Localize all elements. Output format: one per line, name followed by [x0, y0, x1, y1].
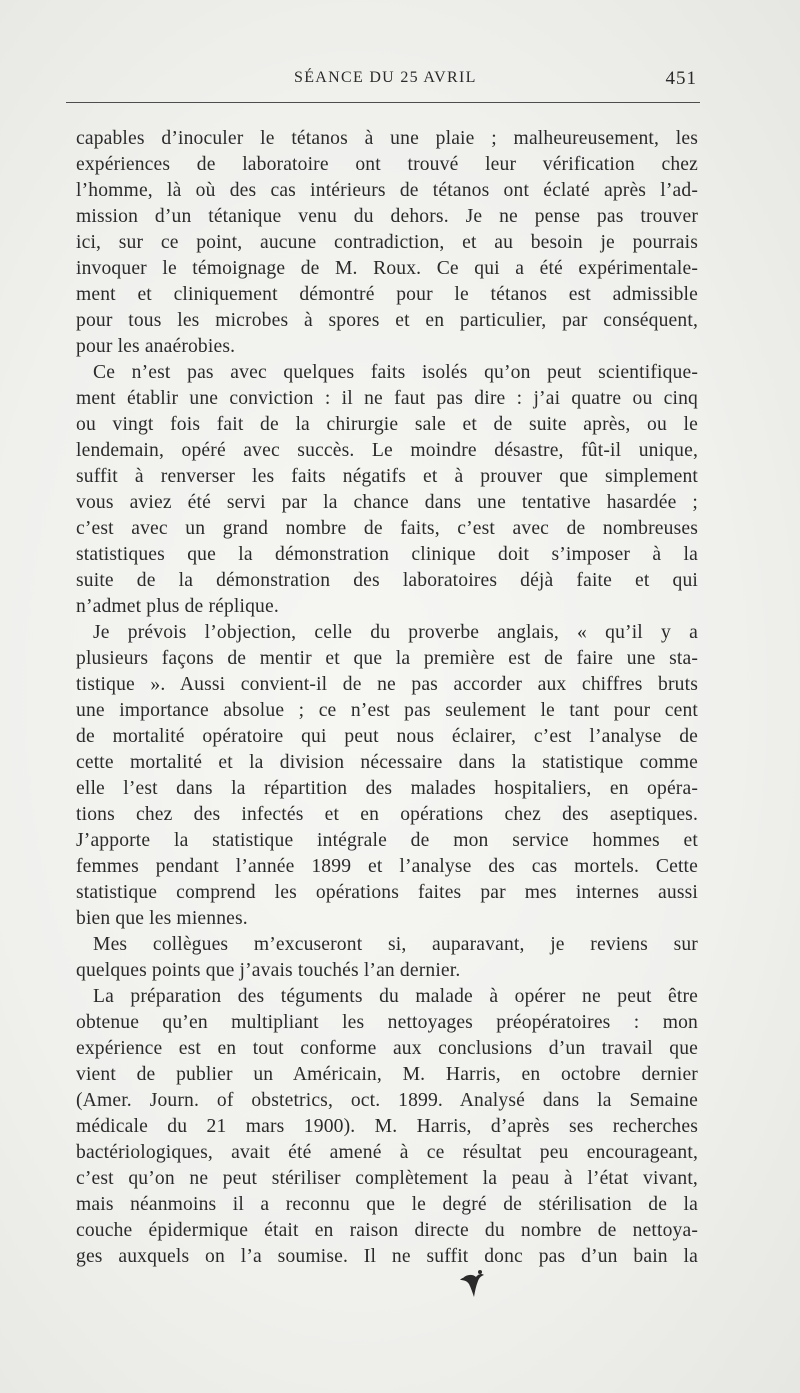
- text-line: ici, sur ce point, aucune contradiction, et au besoin je pourrais: [76, 232, 698, 253]
- text-line: cette mortalité et la division nécessaire dans la statistique comme: [76, 752, 698, 773]
- text-line: Je prévois l’objection, celle du proverbe anglais, « qu’il y a: [93, 622, 698, 643]
- text-line: statistique comprend les opérations faites par mes internes aussi: [76, 882, 698, 903]
- text-line: expériences de laboratoire ont trouvé leur vérification chez: [76, 154, 698, 175]
- text-line: couche épidermique était en raison directe du nombre de nettoya-: [76, 1220, 698, 1241]
- page-number: 451: [665, 68, 697, 89]
- text-line: invoquer le témoignage de M. Roux. Ce qui a été expérimentale-: [76, 258, 698, 279]
- text-line: mission d’un tétanique venu du dehors. Je ne pense pas trouver: [76, 206, 698, 227]
- header-rule: [66, 102, 700, 103]
- text-line: statistiques que la démonstration clinique doit s’imposer à la: [76, 544, 698, 565]
- text-line: ment et cliniquement démontré pour le tétanos est admissible: [76, 284, 698, 305]
- text-line: médicale du 21 mars 1900). M. Harris, d’après ses recherches: [76, 1116, 698, 1137]
- running-head: [0, 69, 800, 99]
- text-line: c’est qu’on ne peut stériliser complètement la peau à l’état vivant,: [76, 1168, 698, 1189]
- text-line: Ce n’est pas avec quelques faits isolés qu’on peut scientifique-: [93, 362, 698, 383]
- text-line: La préparation des téguments du malade à opérer ne peut être: [93, 986, 698, 1007]
- text-line: obtenue qu’en multipliant les nettoyages préopératoires : mon: [76, 1012, 698, 1033]
- text-line: suffit à renverser les faits négatifs et à prouver que simplement: [76, 466, 698, 487]
- text-line: de mortalité opératoire qui peut nous éclairer, c’est l’analyse de: [76, 726, 698, 747]
- text-line: capables d’inoculer le tétanos à une plaie ; malheureusement, les: [76, 128, 698, 149]
- text-line: femmes pendant l’année 1899 et l’analyse des cas mortels. Cette: [76, 856, 698, 877]
- text-line: bien que les miennes.: [76, 908, 248, 929]
- text-line: pour les anaérobies.: [76, 336, 236, 357]
- text-line: c’est avec un grand nombre de faits, c’est avec de nombreuses: [76, 518, 698, 539]
- text-line: expérience est en tout conforme aux conclusions d’un travail que: [76, 1038, 698, 1059]
- text-line: tions chez des infectés et en opérations chez des aseptiques.: [76, 804, 698, 825]
- text-line: vient de publier un Américain, M. Harris, en octobre dernier: [76, 1064, 698, 1085]
- body-text: [76, 126, 698, 1270]
- text-line: elle l’est dans la répartition des malades hospitaliers, en opéra-: [76, 778, 698, 799]
- text-line: une importance absolue ; ce n’est pas seulement le tant pour cent: [76, 700, 698, 721]
- text-line: n’admet plus de réplique.: [76, 596, 279, 617]
- text-line: (Amer. Journ. of obstetrics, oct. 1899. Analysé dans la Semaine: [76, 1090, 698, 1111]
- text-line: l’homme, là où des cas intérieurs de tétanos ont éclaté après l’ad-: [76, 180, 698, 201]
- text-line: J’apporte la statistique intégrale de mon service hommes et: [76, 830, 698, 851]
- running-title: SÉANCE DU 25 AVRIL: [294, 69, 477, 86]
- text-line: quelques points que j’avais touchés l’an dernier.: [76, 960, 461, 981]
- text-line: ges auxquels on l’a soumise. Il ne suffit donc pas d’un bain la: [76, 1246, 698, 1267]
- text-line: bactériologiques, avait été amené à ce résultat peu encourageant,: [76, 1142, 698, 1163]
- text-line: suite de la démonstration des laboratoires déjà faite et qui: [76, 570, 698, 591]
- text-line: vous aviez été servi par la chance dans une tentative hasardée ;: [76, 492, 698, 513]
- text-line: ou vingt fois fait de la chirurgie sale et de suite après, ou le: [76, 414, 698, 435]
- text-line: ment établir une conviction : il ne faut pas dire : j’ai quatre ou cinq: [76, 388, 698, 409]
- text-line: lendemain, opéré avec succès. Le moindre désastre, fût-il unique,: [76, 440, 698, 461]
- text-line: mais néanmoins il a reconnu que le degré de stérilisation de la: [76, 1194, 698, 1215]
- text-line: tistique ». Aussi convient-il de ne pas accorder aux chiffres bruts: [76, 674, 698, 695]
- text-line: plusieurs façons de mentir et que la première est de faire une sta-: [76, 648, 698, 669]
- text-line: pour tous les microbes à spores et en particulier, par conséquent,: [76, 310, 698, 331]
- printer-ornament-icon: [454, 1268, 488, 1302]
- text-line: Mes collègues m’excuseront si, auparavant, je reviens sur: [93, 934, 698, 955]
